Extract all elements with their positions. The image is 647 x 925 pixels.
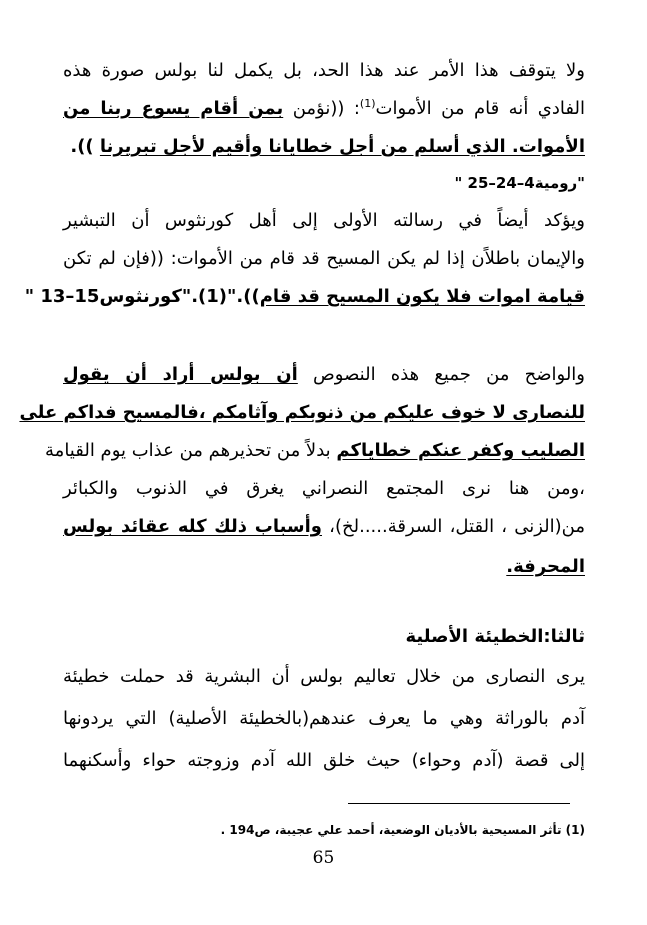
line-text: من(الزنى ، القتل، السرقة.....لخ)، [322,516,585,537]
footnote-separator [348,803,570,804]
section-line-1: يرى النصارى من خلال تعاليم بولس أن البشرية قد حملت خطيئة [63,666,585,687]
paragraph-3-line-1 [63,358,585,392]
underlined-emphasis: وأسباب ذلك كله عقائد بولس [63,516,322,537]
underlined-quote: قيامة اموات فلا يكون المسيح قد قام [259,286,585,307]
underlined-emphasis: الصليب وكفر عنكم خطاياكم [336,440,585,461]
paragraph-3-line-5 [63,510,585,544]
line-text: بدلاً من تحذيرهم من عذاب يوم القيامة [45,440,337,461]
underlined-emphasis: أن بولس أراد أن يقول [63,364,298,385]
footnote: (1) تأثر المسيحية بالأديان الوضعية، أحمد علي عجيبة، ص194 . [220,823,585,837]
footnote-marker: (1) [359,97,376,110]
line-text: الفادي أنه قام من الأموات [375,98,585,119]
paragraph-3-line-3 [45,434,585,468]
paragraph-1-line-3 [63,130,585,164]
section-line-3: إلى قصة (آدم وحواء) حيث خلق الله آدم وزوجته حواء وأسكنهما [63,750,585,771]
paragraph-1-line-1: ولا يتوقف هذا الأمر عند هذا الحد، بل يكمل لنا بولس صورة هذه [63,60,585,81]
section-line-2: آدم بالوراثة وهي ما يعرف عندهم(بالخطيئة الأصلية) التي يردونها [63,708,585,729]
paragraph-2-line-2: والإيمان باطلاًن إذا لم يكن المسيح قد قام من الأموات: ((فإن لم تكن [63,248,585,269]
underlined-quote: بمن أقام يسوع ربنا من [63,98,284,119]
scripture-reference: ))."(1)."كورنثوس15–13 " [24,286,260,307]
paragraph-2-line-1: ويؤكد أيضاً في رسالته الأولى إلى أهل كورنثوس أن التبشير [63,210,585,231]
scripture-reference: "رومية4–24–25 " [454,174,585,192]
underlined-quote: الأموات. الذي أسلم من أجل خطايانا وأقيم لأجل تبريرنا [99,136,585,157]
underlined-emphasis: للنصارى لا خوف عليكم من ذنوبكم وآثامكم ،فالمسيح فداكم على [19,402,585,423]
paragraph-3-line-6 [63,550,585,584]
paragraph-3-line-4: ،ومن هنا نرى المجتمع النصراني يغرق في الذنوب والكبائر [63,478,585,499]
page-number: 65 [312,848,335,868]
section-heading: ثالثا:الخطيئة الأصلية [405,626,585,647]
line-text: والواضح من جميع هذه النصوص [297,364,585,385]
underlined-emphasis: المحرفة. [506,556,585,577]
paragraph-1-line-2 [63,92,585,126]
line-text: : ((نؤمن [283,98,360,119]
paragraph-2-line-3 [24,280,585,314]
paragraph-3-line-2 [19,396,585,430]
quote-close: )). [70,136,100,157]
